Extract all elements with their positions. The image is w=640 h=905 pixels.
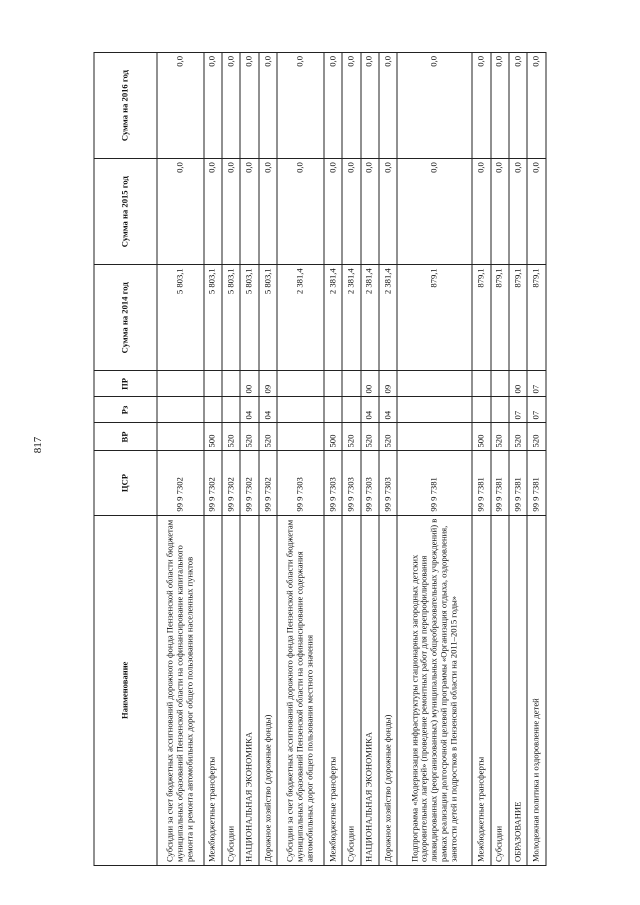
cell-sum-2016: 0,0 <box>527 53 546 159</box>
cell-vr: 520 <box>259 423 277 451</box>
cell-vr: 500 <box>472 423 490 451</box>
cell-name: Молодежная политика и оздоровление детей <box>527 515 546 865</box>
table-row <box>509 53 527 866</box>
cell-sum-2015: 0,0 <box>472 159 490 265</box>
cell-pr: 00 <box>240 371 258 397</box>
cell-sum-2016: 0,0 <box>472 53 490 159</box>
cell-sum-2014: 5 803,1 <box>222 265 240 371</box>
cell-vr: 520 <box>240 423 258 451</box>
cell-pr <box>222 371 240 397</box>
cell-csr: 99 9 7302 <box>204 451 222 515</box>
cell-sum-2015: 0,0 <box>157 159 204 265</box>
cell-name: Межбюджетные трансферты <box>204 515 222 865</box>
cell-sum-2015: 0,0 <box>240 159 258 265</box>
header-rz: Рз <box>94 397 157 423</box>
cell-sum-2015: 0,0 <box>259 159 277 265</box>
page-number: 817 <box>32 436 44 454</box>
cell-sum-2015: 0,0 <box>324 159 342 265</box>
cell-rz <box>204 397 222 423</box>
cell-vr: 520 <box>527 423 546 451</box>
cell-sum-2016: 0,0 <box>509 53 527 159</box>
cell-sum-2014: 2 381,4 <box>277 265 324 371</box>
cell-pr <box>491 371 509 397</box>
cell-pr <box>157 371 204 397</box>
cell-name: НАЦИОНАЛЬНАЯ ЭКОНОМИКА <box>240 515 258 865</box>
table-header-row <box>94 53 157 866</box>
cell-csr: 99 9 7302 <box>240 451 258 515</box>
table-row <box>379 53 397 866</box>
cell-rz: 04 <box>259 397 277 423</box>
cell-rz <box>157 397 204 423</box>
budget-table <box>94 52 547 866</box>
cell-sum-2016: 0,0 <box>397 53 472 159</box>
cell-sum-2016: 0,0 <box>361 53 379 159</box>
cell-vr: 520 <box>342 423 360 451</box>
table-row <box>240 53 258 866</box>
cell-rz <box>397 397 472 423</box>
cell-pr: 09 <box>379 371 397 397</box>
cell-sum-2015: 0,0 <box>379 159 397 265</box>
cell-sum-2014: 5 803,1 <box>259 265 277 371</box>
cell-sum-2016: 0,0 <box>342 53 360 159</box>
table-row <box>157 53 204 866</box>
cell-sum-2015: 0,0 <box>277 159 324 265</box>
cell-vr <box>157 423 204 451</box>
cell-rz: 04 <box>379 397 397 423</box>
table-row <box>397 53 472 866</box>
header-sum-2014: Сумма на 2014 год <box>94 265 157 371</box>
cell-csr: 99 9 7303 <box>379 451 397 515</box>
header-sum-2016: Сумма на 2016 год <box>94 53 157 159</box>
cell-rz <box>277 397 324 423</box>
cell-name: Подпрограмма «Модернизация инфраструктуры стационарных загородных детских оздоровительных лагерей» (проведение ремонтных работ для перепрофилирования ликвидированных (реорганизованных) муниципальных общеобразовательных учреждений) в рамках реализации долгосрочной целевой программы «Организация отдыха, оздоровления, занятости детей и подростков в Пензенской области на 2011–2015 годы» <box>397 515 472 865</box>
cell-vr: 500 <box>204 423 222 451</box>
cell-pr <box>342 371 360 397</box>
table-row <box>324 53 342 866</box>
cell-rz: 04 <box>361 397 379 423</box>
table-body <box>157 53 546 866</box>
cell-name: Межбюджетные трансферты <box>472 515 490 865</box>
cell-csr: 99 9 7303 <box>277 451 324 515</box>
cell-sum-2015: 0,0 <box>509 159 527 265</box>
cell-rz: 04 <box>240 397 258 423</box>
header-pr: ПР <box>94 371 157 397</box>
cell-csr: 99 9 7381 <box>491 451 509 515</box>
cell-pr <box>277 371 324 397</box>
cell-sum-2014: 879,1 <box>509 265 527 371</box>
cell-sum-2015: 0,0 <box>204 159 222 265</box>
cell-sum-2016: 0,0 <box>222 53 240 159</box>
header-name: Наименование <box>94 515 157 865</box>
cell-pr <box>204 371 222 397</box>
table-row <box>204 53 222 866</box>
cell-sum-2016: 0,0 <box>324 53 342 159</box>
cell-vr: 520 <box>361 423 379 451</box>
cell-pr: 09 <box>259 371 277 397</box>
cell-name: Субсидии за счет бюджетных ассигнований дорожного фонда Пензенской области бюджетам муниципальных образований Пензенской области на софинансирование капитального ремонта и ремонта автомобильных дорог общего пользования населенных пунктов <box>157 515 204 865</box>
cell-vr <box>277 423 324 451</box>
cell-vr: 520 <box>509 423 527 451</box>
cell-csr: 99 9 7303 <box>324 451 342 515</box>
cell-rz <box>342 397 360 423</box>
cell-pr: 00 <box>509 371 527 397</box>
cell-name: НАЦИОНАЛЬНАЯ ЭКОНОМИКА <box>361 515 379 865</box>
cell-vr: 520 <box>379 423 397 451</box>
cell-sum-2014: 5 803,1 <box>240 265 258 371</box>
cell-csr: 99 9 7303 <box>361 451 379 515</box>
cell-sum-2015: 0,0 <box>397 159 472 265</box>
cell-csr: 99 9 7381 <box>397 451 472 515</box>
cell-vr: 520 <box>222 423 240 451</box>
cell-pr: 07 <box>527 371 546 397</box>
header-csr: ЦСР <box>94 451 157 515</box>
cell-pr <box>324 371 342 397</box>
cell-name: Субсидии <box>342 515 360 865</box>
cell-sum-2015: 0,0 <box>527 159 546 265</box>
cell-pr: 00 <box>361 371 379 397</box>
cell-sum-2016: 0,0 <box>379 53 397 159</box>
table-row <box>259 53 277 866</box>
cell-csr: 99 9 7381 <box>527 451 546 515</box>
cell-sum-2014: 2 381,4 <box>342 265 360 371</box>
cell-csr: 99 9 7302 <box>157 451 204 515</box>
cell-sum-2015: 0,0 <box>491 159 509 265</box>
table-row <box>277 53 324 866</box>
header-vr: ВР <box>94 423 157 451</box>
header-sum-2015: Сумма на 2015 год <box>94 159 157 265</box>
cell-sum-2016: 0,0 <box>491 53 509 159</box>
cell-vr: 520 <box>491 423 509 451</box>
cell-sum-2016: 0,0 <box>277 53 324 159</box>
cell-sum-2014: 2 381,4 <box>379 265 397 371</box>
cell-csr: 99 9 7302 <box>259 451 277 515</box>
cell-sum-2014: 879,1 <box>527 265 546 371</box>
cell-sum-2014: 879,1 <box>491 265 509 371</box>
cell-name: Дорожное хозяйство (дорожные фонды) <box>259 515 277 865</box>
table-row <box>491 53 509 866</box>
cell-rz <box>222 397 240 423</box>
cell-sum-2014: 879,1 <box>397 265 472 371</box>
cell-sum-2014: 5 803,1 <box>204 265 222 371</box>
cell-sum-2014: 2 381,4 <box>361 265 379 371</box>
cell-sum-2016: 0,0 <box>240 53 258 159</box>
cell-rz <box>324 397 342 423</box>
budget-table-container <box>94 52 547 866</box>
cell-name: Субсидии <box>222 515 240 865</box>
cell-rz <box>491 397 509 423</box>
cell-rz: 07 <box>527 397 546 423</box>
cell-csr: 99 9 7303 <box>342 451 360 515</box>
cell-name: Межбюджетные трансферты <box>324 515 342 865</box>
cell-name: Дорожное хозяйство (дорожные фонды) <box>379 515 397 865</box>
cell-pr <box>397 371 472 397</box>
cell-csr: 99 9 7381 <box>472 451 490 515</box>
cell-rz <box>472 397 490 423</box>
cell-csr: 99 9 7381 <box>509 451 527 515</box>
table-row <box>527 53 546 866</box>
cell-vr <box>397 423 472 451</box>
cell-sum-2014: 879,1 <box>472 265 490 371</box>
cell-sum-2016: 0,0 <box>259 53 277 159</box>
cell-sum-2015: 0,0 <box>361 159 379 265</box>
cell-vr: 500 <box>324 423 342 451</box>
cell-sum-2016: 0,0 <box>204 53 222 159</box>
cell-name: Субсидии за счет бюджетных ассигнований дорожного фонда Пензенской области бюджетам муниципальных образований Пензенской области на софинансирование содержания автомобильных дорог общего пользования местного значения <box>277 515 324 865</box>
cell-name: ОБРАЗОВАНИЕ <box>509 515 527 865</box>
cell-rz: 07 <box>509 397 527 423</box>
cell-sum-2015: 0,0 <box>222 159 240 265</box>
cell-pr <box>472 371 490 397</box>
cell-name: Субсидии <box>491 515 509 865</box>
table-row <box>361 53 379 866</box>
table-row <box>472 53 490 866</box>
cell-sum-2015: 0,0 <box>342 159 360 265</box>
table-row <box>342 53 360 866</box>
cell-sum-2014: 5 803,1 <box>157 265 204 371</box>
cell-sum-2016: 0,0 <box>157 53 204 159</box>
cell-sum-2014: 2 381,4 <box>324 265 342 371</box>
cell-csr: 99 9 7302 <box>222 451 240 515</box>
table-row <box>222 53 240 866</box>
